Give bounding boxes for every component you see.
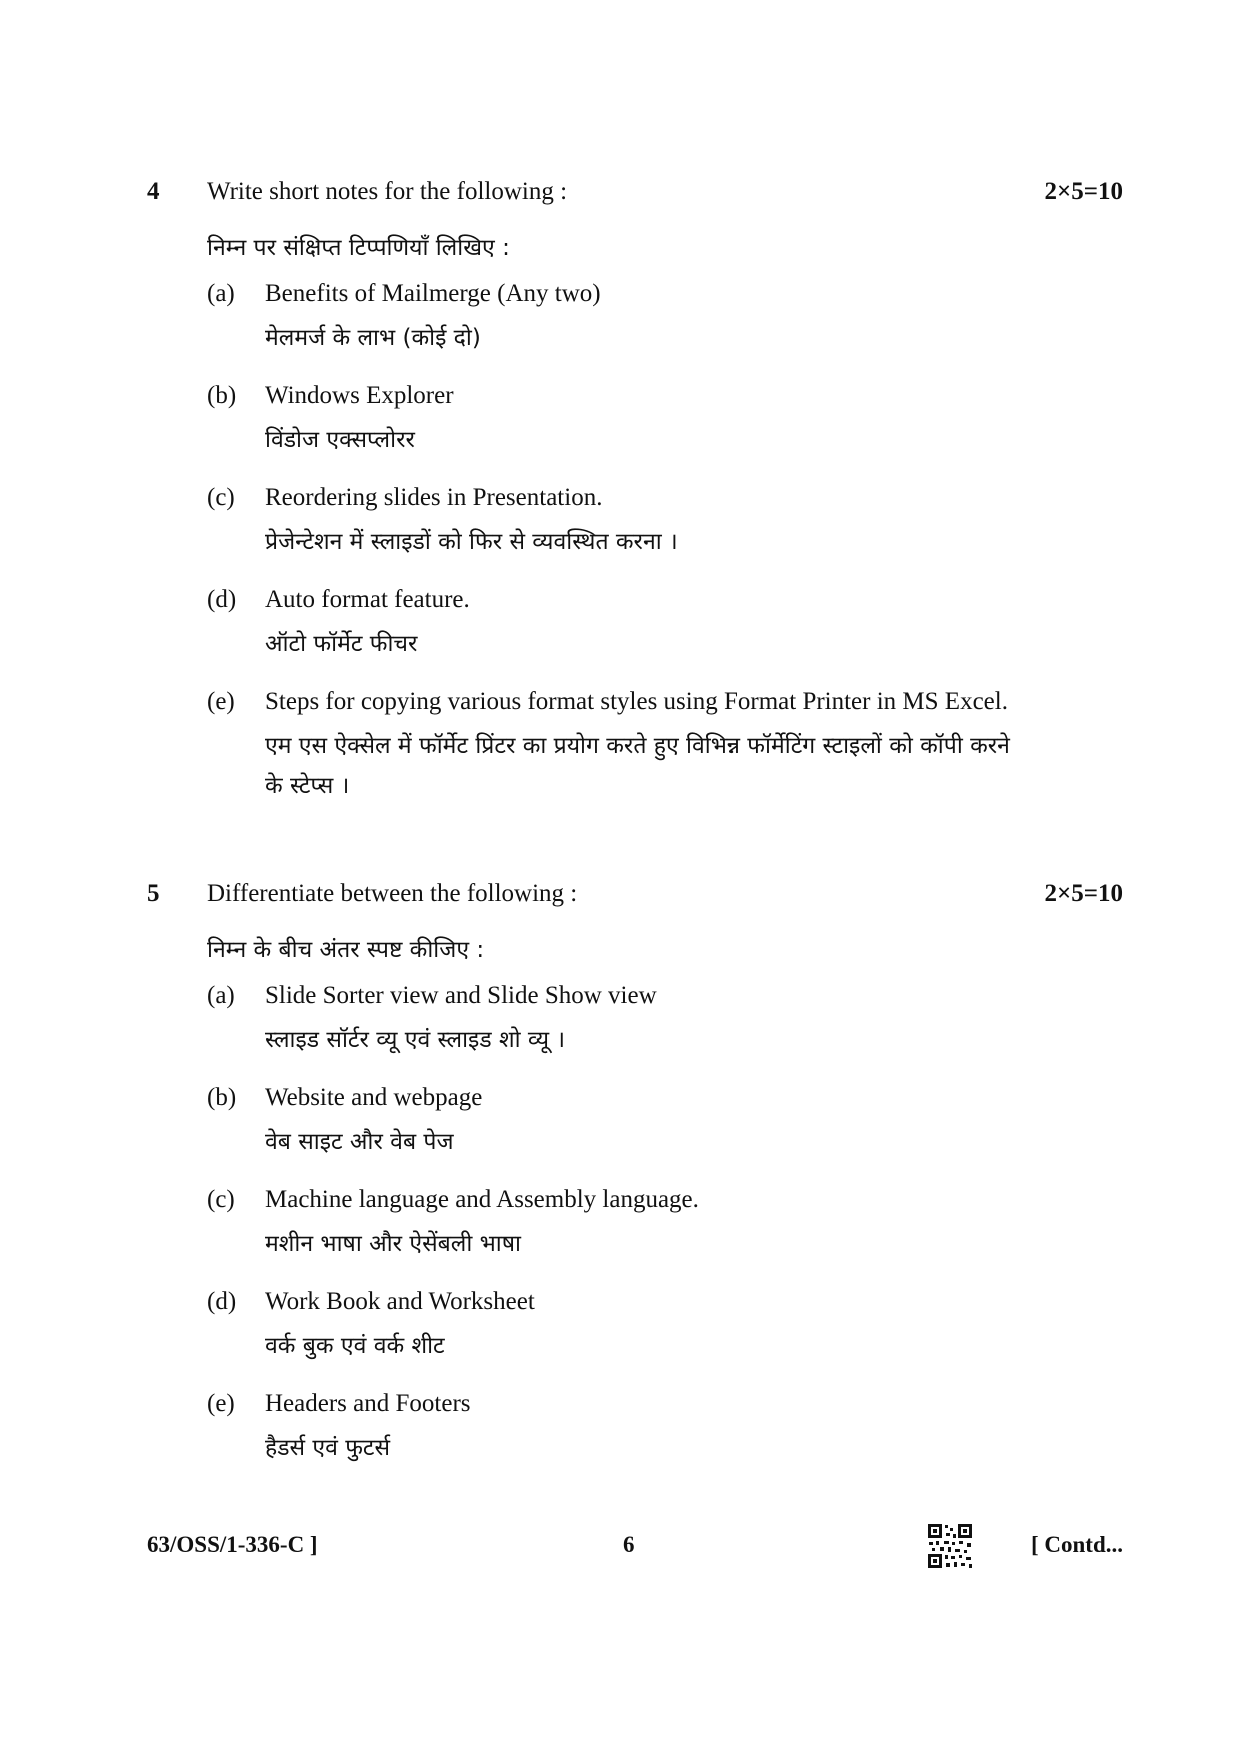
- sub-question-text: Website and webpage: [265, 1084, 483, 1111]
- question-title: Write short notes for the following :: [207, 178, 568, 205]
- sub-question-label: (b): [207, 1084, 237, 1111]
- sub-question-d: [0, 1288, 1240, 1388]
- sub-question-a: [0, 982, 1240, 1082]
- sub-question-text-hindi: ऑटो फॉर्मेट फीचर: [265, 631, 418, 657]
- sub-question-label: (d): [207, 1288, 237, 1315]
- sub-question-b: [0, 382, 1240, 482]
- sub-question-text-hindi: विंडोज एक्सप्लोरर: [265, 427, 415, 453]
- question-title: Differentiate between the following :: [207, 880, 578, 907]
- sub-question-label: (b): [207, 382, 237, 409]
- sub-question-text: Headers and Footers: [265, 1390, 471, 1417]
- sub-question-text-hindi: मेलमर्ज के लाभ (कोई दो): [265, 325, 481, 351]
- question-4: [0, 178, 1240, 818]
- qr-code-icon: [926, 1522, 974, 1570]
- sub-question-text-hindi: प्रेजेन्टेशन में स्लाइडों को फिर से व्यवस्थित करना ।: [265, 529, 678, 555]
- sub-question-text: Benefits of Mailmerge (Any two): [265, 280, 601, 307]
- sub-question-a: [0, 280, 1240, 380]
- question-5: [0, 880, 1240, 1480]
- sub-question-e: [0, 688, 1240, 818]
- page-number: 6: [623, 1532, 635, 1557]
- sub-question-e: [0, 1390, 1240, 1490]
- question-marks: 2×5=10: [1044, 178, 1123, 205]
- sub-question-label: (e): [207, 1390, 235, 1417]
- sub-question-label: (c): [207, 484, 235, 511]
- sub-question-text-hindi: वर्क बुक एवं वर्क शीट: [265, 1333, 445, 1359]
- sub-question-text-hindi: स्लाइड सॉर्टर व्यू एवं स्लाइड शो व्यू ।: [265, 1027, 566, 1053]
- question-number: 4: [147, 178, 160, 205]
- sub-question-text: Auto format feature.: [265, 586, 470, 613]
- sub-question-label: (c): [207, 1186, 235, 1213]
- question-title-hindi: निम्न के बीच अंतर स्पष्ट कीजिए :: [207, 937, 485, 963]
- question-number: 5: [147, 880, 160, 907]
- sub-question-text-hindi: एम एस ऐक्सेल में फॉर्मेट प्रिंटर का प्रयोग करते हुए विभिन्न फॉर्मेटिंग स्टाइलों को कॉपी करने: [265, 733, 1010, 759]
- sub-question-text: Steps for copying various format styles using Format Printer in MS Excel.: [265, 688, 1008, 715]
- sub-question-text: Windows Explorer: [265, 382, 454, 409]
- continued-label: [ Contd...: [1030, 1532, 1123, 1557]
- sub-question-label: (a): [207, 280, 235, 307]
- sub-question-text-hindi: हैडर्स एवं फुटर्स: [265, 1435, 391, 1461]
- sub-question-text-hindi: वेब साइट और वेब पेज: [265, 1129, 454, 1155]
- question-marks: 2×5=10: [1044, 880, 1123, 907]
- sub-question-label: (d): [207, 586, 237, 613]
- sub-question-text-hindi-continued: के स्टेप्स ।: [265, 773, 350, 799]
- sub-question-text: Machine language and Assembly language.: [265, 1186, 699, 1213]
- sub-question-text: Work Book and Worksheet: [265, 1288, 535, 1315]
- sub-question-text: Slide Sorter view and Slide Show view: [265, 982, 657, 1009]
- sub-question-c: [0, 1186, 1240, 1286]
- sub-question-label: (a): [207, 982, 235, 1009]
- sub-question-b: [0, 1084, 1240, 1184]
- sub-question-c: [0, 484, 1240, 584]
- sub-question-d: [0, 586, 1240, 686]
- sub-question-text: Reordering slides in Presentation.: [265, 484, 603, 511]
- question-title-hindi: निम्न पर संक्षिप्त टिप्पणियाँ लिखिए :: [207, 235, 510, 261]
- sub-question-label: (e): [207, 688, 235, 715]
- page-footer: [0, 1532, 1240, 1572]
- paper-code: 63/OSS/1-336-C ]: [147, 1532, 318, 1557]
- sub-question-text-hindi: मशीन भाषा और ऐसेंबली भाषा: [265, 1231, 522, 1257]
